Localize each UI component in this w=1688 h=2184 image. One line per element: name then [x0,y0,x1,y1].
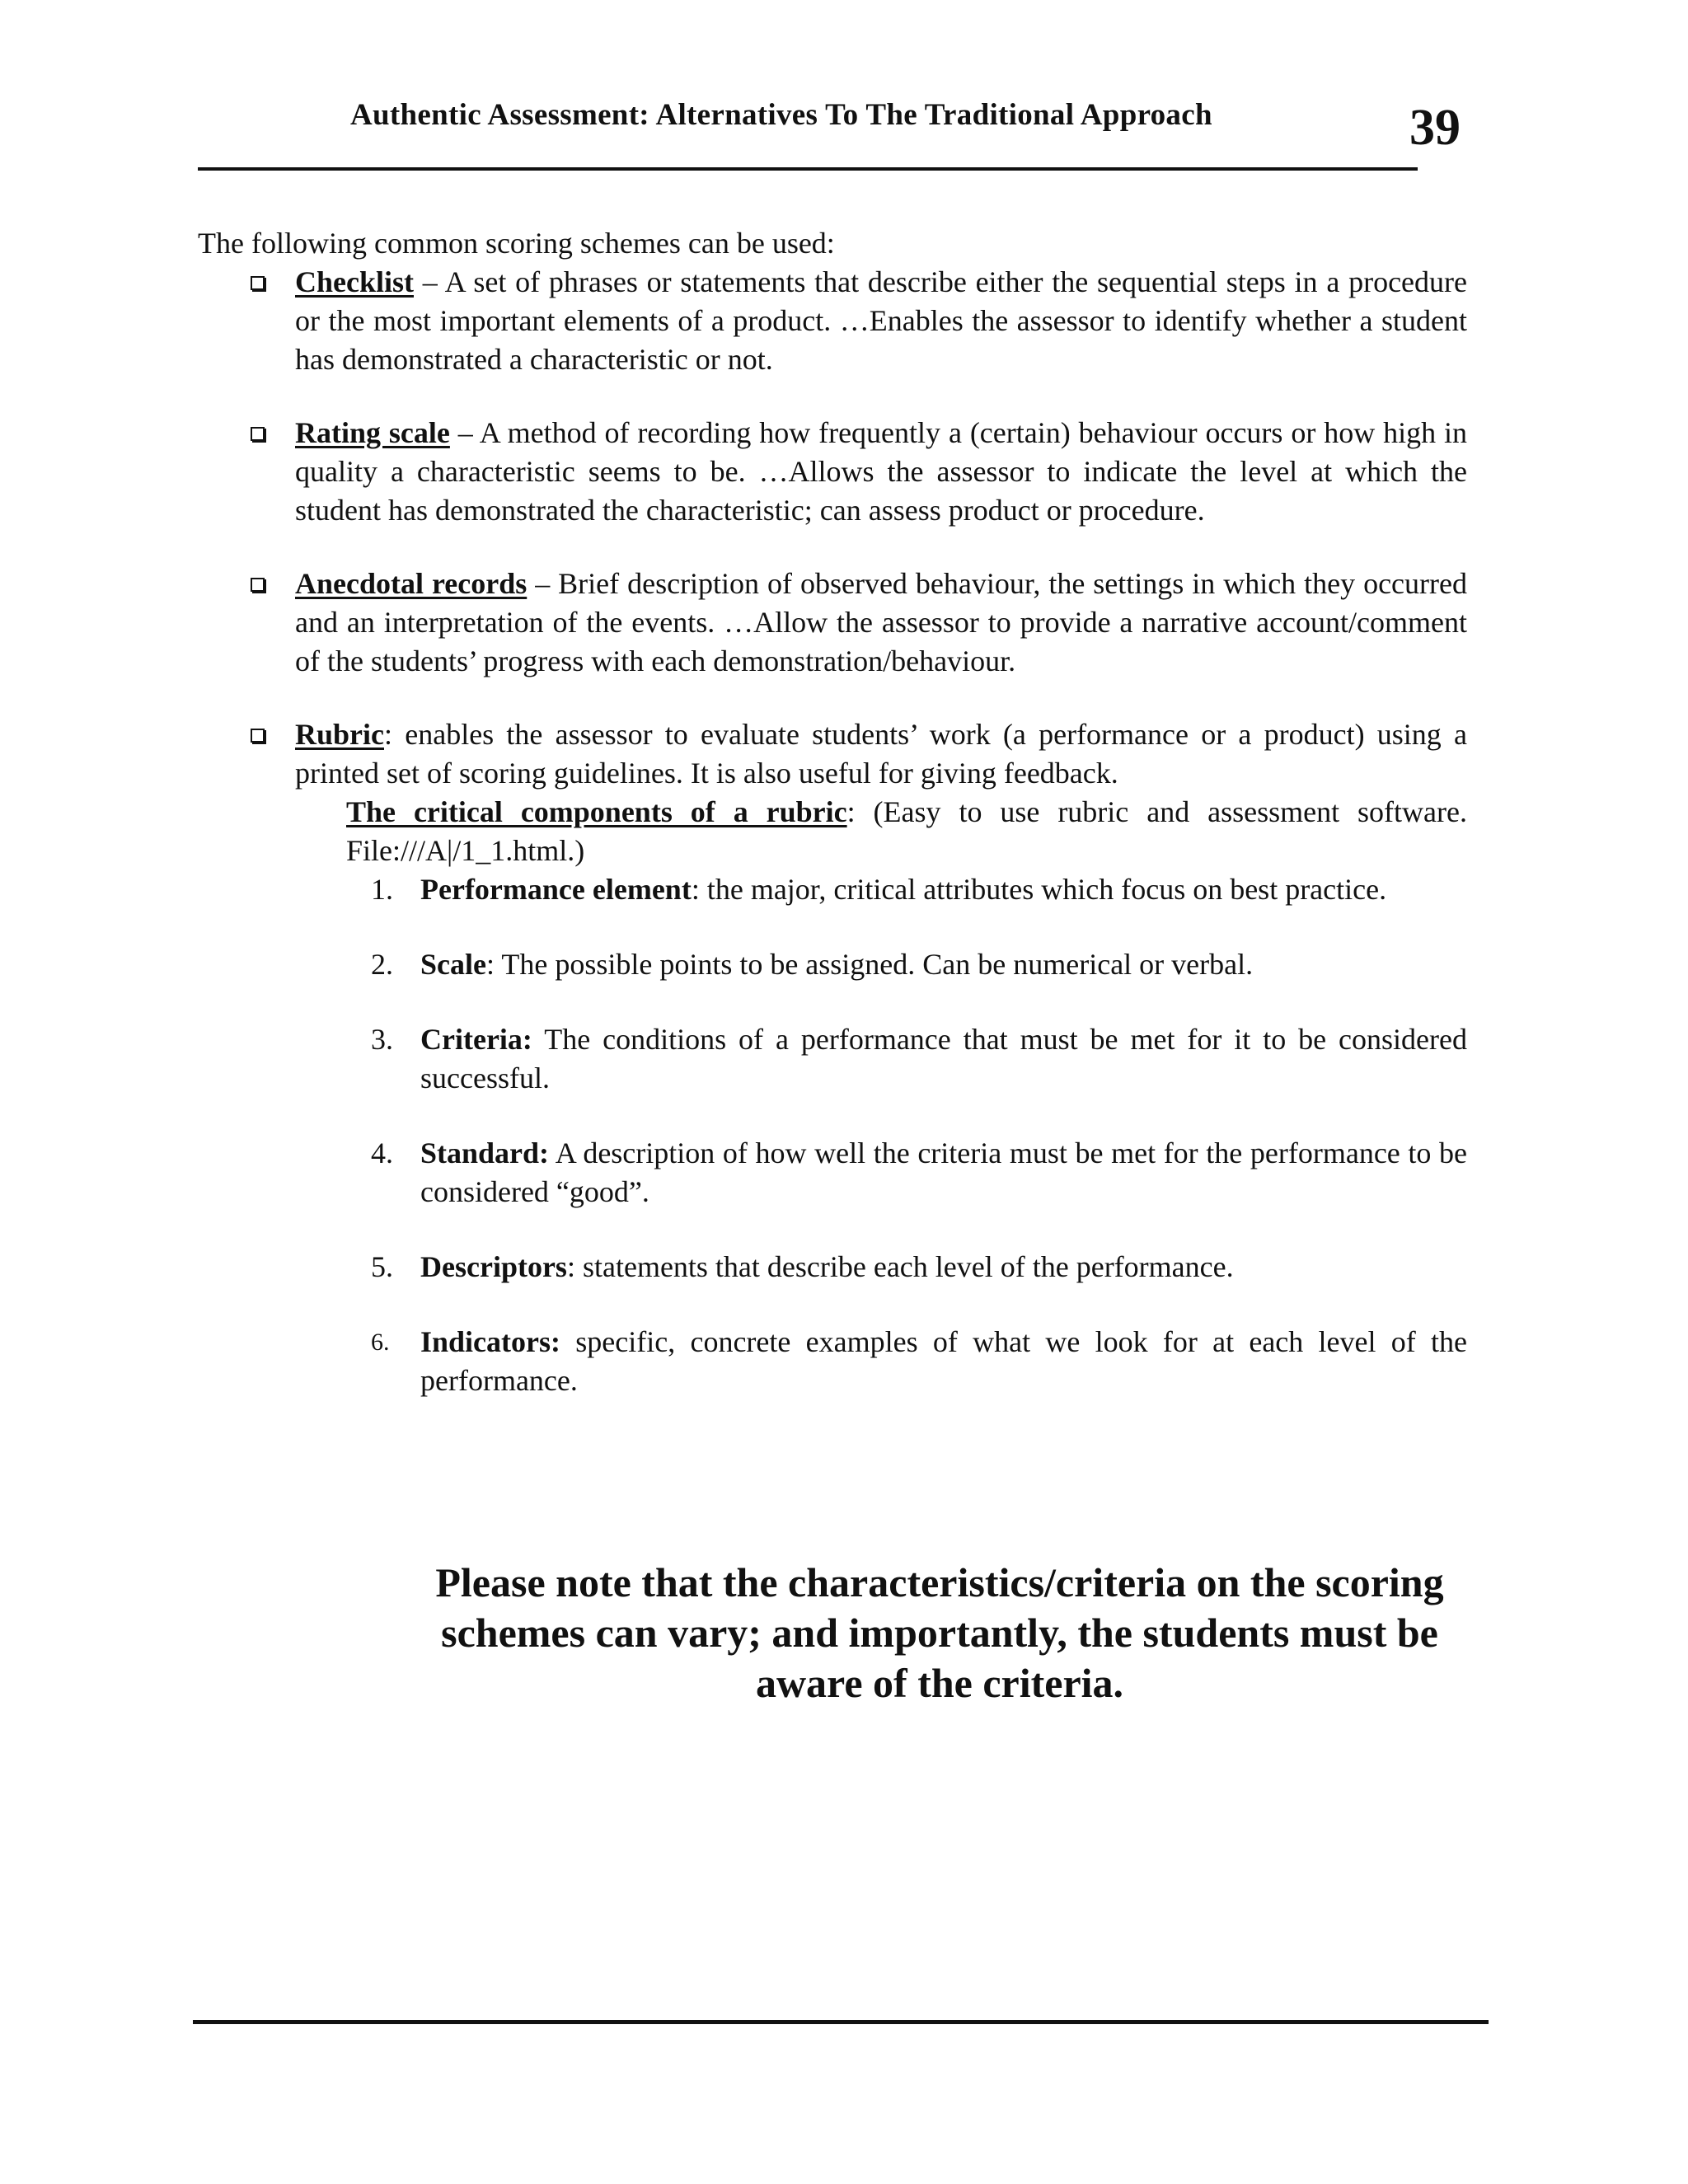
scheme-checklist [198,263,1467,379]
component-separator [560,1325,575,1358]
scheme-description: A method of recording how frequently a (certain) behaviour occurs or how high in quality a characteristic seems to be. …Allows the assessor to indicate the level at which the student has demonstrated the characteristic; can assess product or procedure. [295,416,1467,527]
component-item [346,945,1467,984]
component-number: 4. [371,1137,393,1169]
rubric-components-heading-line [346,793,1467,870]
rubric-components-heading: The critical components of a rubric [346,795,847,828]
scoring-scheme-list [198,263,1467,1400]
component-description: The possible points to be assigned. Can be numerical or verbal. [501,948,1254,981]
scheme-separator: – [527,567,559,600]
scheme-term: Rating scale [295,416,450,449]
component-description: A description of how well the criteria must be met for the performance to be considered “good”. [420,1137,1467,1208]
closing-note: Please note that the characteristics/criteria on the scoring schemes can vary; and importantly, the students must be aware of the criteria. [435,1559,1444,1706]
rubric-component-list [346,870,1467,1400]
component-separator: : [566,1250,583,1283]
intro-paragraph: The following common scoring schemes can be used: [198,227,835,260]
component-name: Descriptors [420,1250,567,1283]
component-number: 5. [371,1250,393,1283]
scheme-description: Brief description of observed behaviour, the settings in which they occurred and an interpretation of the events. …Allow the assessor to provide a narrative account/comment of the students’ progress with each demonstration/behaviour. [295,567,1467,677]
component-separator [549,1137,556,1169]
component-number: 3. [371,1023,393,1056]
scheme-term: Checklist [295,265,414,298]
running-header-title: Authentic Assessment: Alternatives To The Traditional Approach [350,98,1212,132]
component-number: 6. [371,1329,390,1356]
rubric-components [295,793,1467,1400]
component-name: Performance element [420,873,692,906]
component-separator [532,1023,544,1056]
scheme-term: Rubric [295,718,384,751]
checkbox-bullet-icon [251,729,265,743]
scheme-term: Anecdotal records [295,567,528,600]
component-name: Criteria: [420,1023,532,1056]
checkbox-bullet-icon [251,427,265,441]
component-separator: : [691,873,707,906]
scheme-rubric [198,715,1467,1400]
scheme-separator: – [449,416,480,449]
component-description: The conditions of a performance that must be met for it to be considered successful. [420,1023,1467,1094]
header-rule [198,167,1418,171]
component-item [346,1134,1467,1212]
component-description: statements that describe each level of the performance. [582,1250,1234,1283]
component-item [346,870,1467,909]
component-description: specific, concrete examples of what we look for at each level of the performance. [420,1325,1467,1397]
component-number: 1. [371,873,393,906]
page-number: 39 [1409,100,1461,156]
rubric-components-source: : (Easy to use rubric and assessment software. File:///A|/1_1.html.) [346,795,1467,867]
scheme-separator: : [384,718,406,751]
component-item [346,1248,1467,1286]
scheme-separator: – [414,265,445,298]
checkbox-bullet-icon [251,578,265,592]
scheme-description: A set of phrases or statements that describe either the sequential steps in a procedure or the most important elements of a product. …Enables the assessor to identify whether a student has demonstrated a characteristic or not. [295,265,1467,376]
scheme-description: enables the assessor to evaluate students’ work (a performance or a product) using a printed set of scoring guidelines. It is also useful for giving feedback. [295,718,1467,790]
component-separator: : [485,948,502,981]
component-item [346,1323,1467,1400]
component-name: Scale [420,948,486,981]
component-number: 2. [371,948,393,981]
main-content [198,224,1467,1400]
component-item [346,1020,1467,1098]
checkbox-bullet-icon [251,276,265,290]
scheme-rating-scale [198,414,1467,530]
scheme-anecdotal-records [198,565,1467,681]
component-description: the major, critical attributes which focus on best practice. [706,873,1387,906]
footer-rule [193,2020,1489,2024]
page-header [198,91,1484,165]
component-name: Standard: [420,1137,550,1169]
component-name: Indicators: [420,1325,560,1358]
